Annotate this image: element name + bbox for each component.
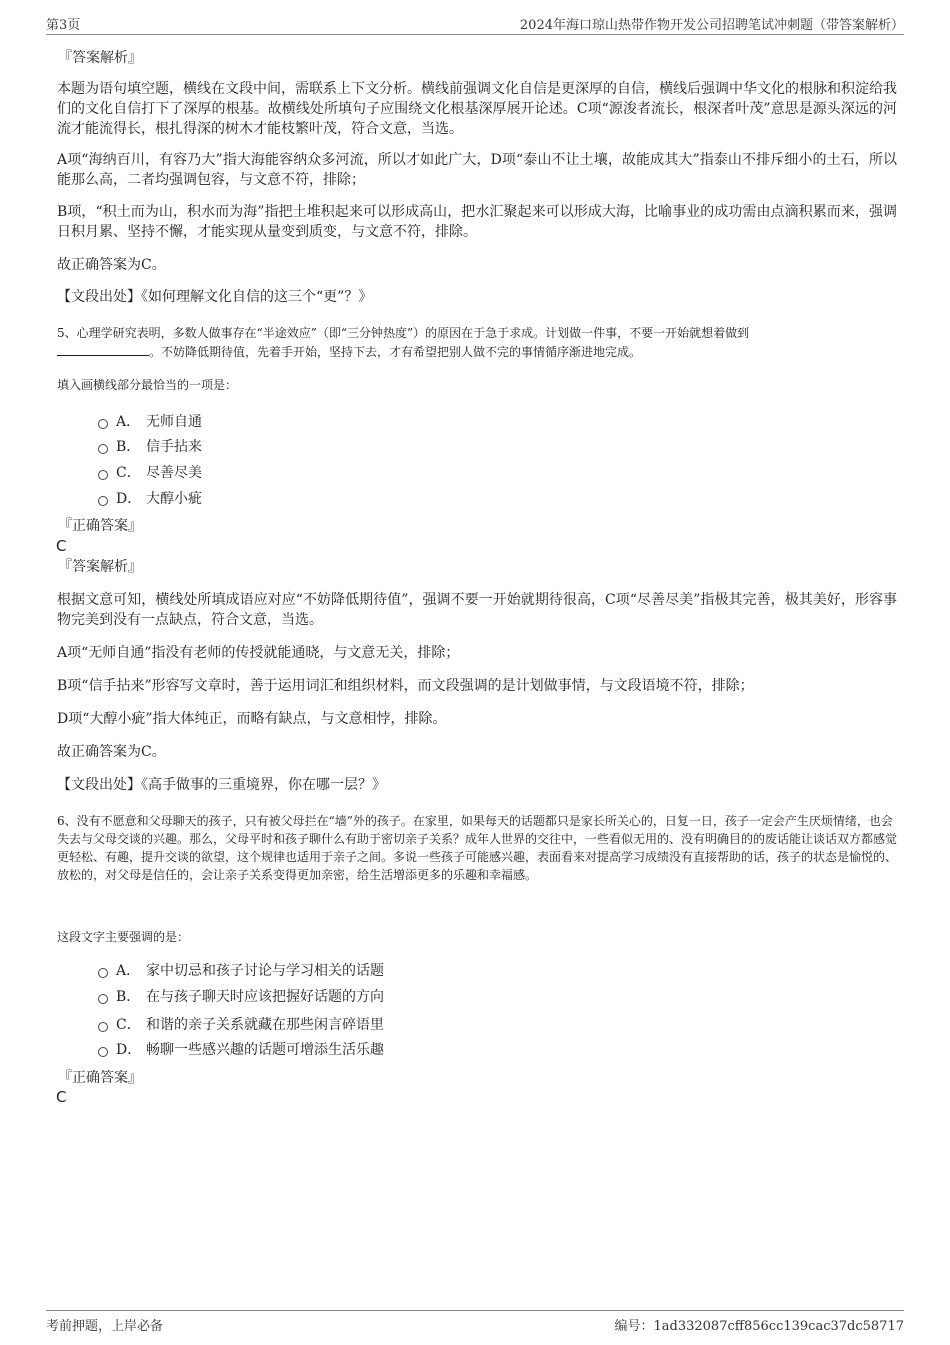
- radio-icon[interactable]: [98, 994, 108, 1004]
- radio-icon[interactable]: [98, 444, 108, 454]
- analysis-conclusion: 故正确答案为C。: [57, 257, 166, 273]
- option-c[interactable]: C． 尽善尽美: [98, 463, 202, 483]
- analysis-paragraph: 根据文意可知，横线处所填成语应对应“不妨降低期待值”，强调不要一开始就期待很高，C项“尽善尽美”指极其完善，极其美好，形容事物完美到没有一点缺点，符合文意，当选。: [57, 592, 897, 628]
- option-d[interactable]: D． 畅聊一些感兴趣的话题可增添生活乐趣: [98, 1040, 384, 1060]
- option-d[interactable]: D． 大醇小疵: [98, 489, 202, 509]
- correct-answer: C: [56, 537, 67, 555]
- option-a[interactable]: A． 无师自通: [98, 412, 202, 432]
- correct-answer-label: 『正确答案』: [58, 518, 142, 534]
- question-5-text: [57, 324, 897, 361]
- analysis-paragraph: B项，“积土而为山，积水而为海”指把土堆积起来可以形成高山，把水汇聚起来可以形成大海，比喻事业的成功需由点滴积累而来，强调日积月累、坚持不懈，才能实现从量变到质变，与文意不符，排除。: [57, 204, 897, 240]
- question-6-prompt: 这段文字主要强调的是：: [57, 930, 190, 944]
- analysis-paragraph: D项“大醇小疵”指大体纯正，而略有缺点，与文意相悖，排除。: [57, 711, 447, 727]
- document-code: 编号：1ad332087cff856cc139cac37dc58717: [614, 1319, 904, 1334]
- option-c[interactable]: C． 和谐的亲子关系就藏在那些闲言碎语里: [98, 1015, 384, 1035]
- fill-blank: [57, 342, 149, 356]
- radio-icon[interactable]: [98, 470, 108, 480]
- source-citation: 【文段出处】《如何理解文化自信的这三个“更”？》: [57, 289, 373, 305]
- correct-answer-label: 『正确答案』: [58, 1070, 142, 1086]
- option-b[interactable]: B． 在与孩子聊天时应该把握好话题的方向: [98, 987, 384, 1007]
- radio-icon[interactable]: [98, 1022, 108, 1032]
- correct-answer: C: [56, 1088, 67, 1106]
- document-title: 2024年海口琼山热带作物开发公司招聘笔试冲刺题（带答案解析）: [519, 18, 904, 33]
- source-citation: 【文段出处】《高手做事的三重境界，你在哪一层？》: [57, 777, 386, 793]
- question-5-prompt: 填入画横线部分最恰当的一项是：: [57, 378, 238, 392]
- radio-icon[interactable]: [98, 1047, 108, 1057]
- page-header: [46, 12, 904, 35]
- page-number: 第3页: [46, 18, 81, 33]
- radio-icon[interactable]: [98, 968, 108, 978]
- analysis-paragraph: B项“信手拈来”形容写文章时，善于运用词汇和组织材料，而文段强调的是计划做事情，与文段语境不符，排除；: [57, 678, 754, 694]
- question-6-text: 6、没有不愿意和父母聊天的孩子，只有被父母拦在“墙”外的孩子。在家里，如果每天的话题都只是家长所关心的，日复一日，孩子一定会产生厌烦情绪，也会失去与父母交谈的兴趣。那么，父母平时和孩子聊什么有助于密切亲子关系？成年人世界的交往中，一些看似无用的、没有明确目的的废话能让谈话双方都感觉更轻松、有趣，提升交谈的欲望，这个规律也适用于亲子之间。多说一些孩子可能感兴趣，表面看来对提高学习成绩没有直接帮助的话，孩子的状态是愉悦的、放松的，对父母是信任的，会让亲子关系变得更加亲密，给生活增添更多的乐趣和幸福感。: [57, 814, 898, 882]
- option-a[interactable]: A． 家中切忌和孩子讨论与学习相关的话题: [98, 961, 384, 981]
- analysis-label: 『答案解析』: [58, 50, 142, 66]
- analysis-conclusion: 故正确答案为C。: [57, 744, 166, 760]
- analysis-label: 『答案解析』: [58, 559, 142, 575]
- option-b[interactable]: B． 信手拈来: [98, 437, 202, 457]
- page-footer: [46, 1310, 904, 1333]
- footer-slogan: 考前押题，上岸必备: [46, 1319, 164, 1334]
- radio-icon[interactable]: [98, 496, 108, 506]
- question-5-stem-part1: 5、心理学研究表明，多数人做事存在“半途效应”（即“三分钟热度”）的原因在于急于求成。计划做一件事，不要一开始就想着做到: [57, 326, 750, 340]
- analysis-paragraph: A项“无师自通”指没有老师的传授就能通晓，与文意无关，排除；: [57, 645, 460, 661]
- analysis-paragraph: A项“海纳百川，有容乃大”指大海能容纳众多河流，所以才如此广大，D项“泰山不让土壤，故能成其大”指泰山不排斥细小的土石，所以能那么高，二者均强调包容，与文意不符，排除；: [57, 152, 897, 188]
- radio-icon[interactable]: [98, 419, 108, 429]
- question-5-stem-part2: 。不妨降低期待值，先着手开始，坚持下去，才有希望把别人做不完的事情循序渐进地完成。: [149, 345, 642, 359]
- analysis-paragraph: 本题为语句填空题，横线在文段中间，需联系上下文分析。横线前强调文化自信是更深厚的自信，横线后强调中华文化的根脉和积淀给我们的文化自信打下了深厚的根基。故横线处所填句子应围绕文化根基深厚展开论述。C项“源浚者流长，根深者叶茂”意思是源头深远的河流才能流得长，根扎得深的树木才能枝繁叶茂，符合文意，当选。: [57, 81, 897, 137]
